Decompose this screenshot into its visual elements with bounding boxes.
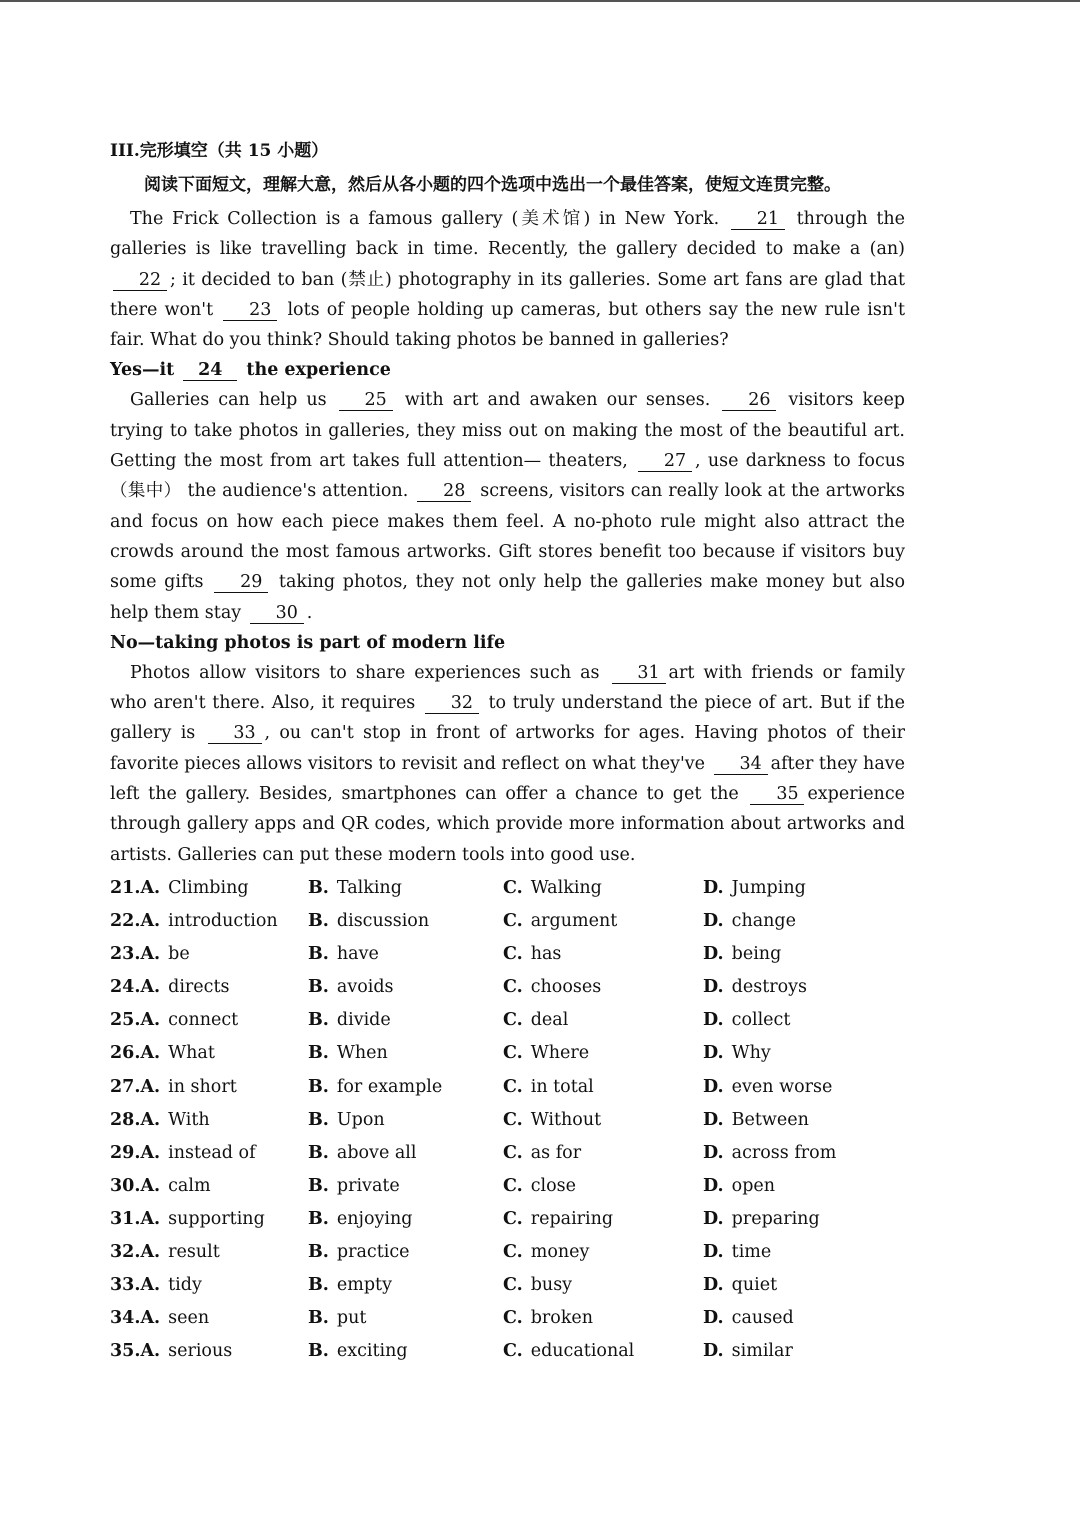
blank-34[interactable]: 34	[714, 754, 768, 775]
option-letter: B.	[308, 1175, 329, 1196]
option-b[interactable]	[308, 1308, 366, 1328]
option-text: chooses	[530, 977, 602, 998]
option-letter: B.	[308, 1308, 329, 1329]
intro-text-1: The Frick Collection is a famous gallery (美术馆) in New York.	[130, 209, 720, 229]
option-text: directs	[168, 977, 230, 998]
option-row-22	[110, 911, 905, 944]
intro-text-4: lots of people holding up cameras, but others say the new rule isn't fair. What do you think? Should taking photos be banned in galleries?	[110, 299, 905, 351]
no-text-3: to truly understand the piece of art. But if the gallery is	[110, 693, 905, 744]
option-row-26	[110, 1043, 905, 1076]
option-letter: 26.A.	[110, 1043, 161, 1064]
option-text: be	[168, 944, 190, 965]
option-text: practice	[336, 1241, 410, 1262]
exam-page	[110, 138, 905, 1374]
option-text: empty	[336, 1275, 392, 1296]
option-row-24	[110, 977, 905, 1010]
blank-28[interactable]: 28	[417, 481, 471, 502]
blank-31[interactable]: 31	[612, 663, 666, 684]
option-row-32	[110, 1242, 905, 1275]
option-letter: D.	[703, 1175, 724, 1196]
option-text: Climbing	[168, 877, 249, 898]
option-row-25	[110, 1010, 905, 1043]
option-b[interactable]	[308, 1176, 400, 1196]
instructions: 阅读下面短文，理解大意，然后从各小题的四个选项中选出一个最佳答案，使短文连贯完整。	[144, 175, 841, 195]
blank-25[interactable]: 25	[339, 390, 393, 411]
option-text: money	[530, 1241, 590, 1262]
option-b[interactable]	[308, 911, 429, 931]
option-letter: 21.A.	[110, 877, 161, 898]
option-b[interactable]	[308, 1209, 412, 1229]
option-letter: B.	[308, 944, 329, 965]
option-d[interactable]	[703, 878, 806, 898]
option-c[interactable]	[503, 1010, 568, 1030]
option-a[interactable]	[110, 878, 249, 898]
option-a[interactable]	[110, 1341, 232, 1361]
option-letter: 22.A.	[110, 911, 161, 932]
option-letter: 28.A.	[110, 1109, 161, 1130]
option-d[interactable]	[703, 977, 807, 997]
option-letter: B.	[308, 877, 329, 898]
option-c[interactable]	[503, 1242, 589, 1262]
option-text: Jumping	[731, 877, 806, 898]
option-text: seen	[168, 1308, 210, 1329]
option-text: for example	[336, 1076, 443, 1097]
option-text: calm	[168, 1175, 211, 1196]
option-c[interactable]	[503, 878, 602, 898]
section-title: III.完形填空（共 15 小题）	[110, 141, 329, 161]
option-a[interactable]	[110, 944, 190, 964]
option-b[interactable]	[308, 1275, 392, 1295]
option-letter: D.	[703, 944, 724, 965]
option-c[interactable]	[503, 1209, 613, 1229]
option-letter: D.	[703, 1208, 724, 1229]
option-row-21	[110, 878, 905, 911]
option-text: result	[168, 1241, 220, 1262]
option-text: preparing	[731, 1208, 820, 1229]
option-letter: C.	[503, 911, 523, 932]
option-row-29	[110, 1143, 905, 1176]
option-text: discussion	[336, 911, 430, 932]
option-text: Walking	[530, 877, 602, 898]
no-text-1: Photos allow visitors to share experiences such as	[130, 662, 600, 683]
no-heading: No—taking photos is part of modern life	[110, 632, 506, 653]
option-letter: 33.A.	[110, 1275, 161, 1296]
option-b[interactable]	[308, 977, 394, 997]
option-letter: D.	[703, 911, 724, 932]
option-row-30	[110, 1176, 905, 1209]
option-text: destroys	[731, 977, 807, 998]
option-letter: 34.A.	[110, 1308, 161, 1329]
option-b[interactable]	[308, 1341, 408, 1361]
option-a[interactable]	[110, 1308, 209, 1328]
option-letter: D.	[703, 1308, 724, 1329]
option-text: even worse	[731, 1076, 833, 1097]
option-letter: C.	[503, 1010, 523, 1031]
yes-text-2: with art and awaken our senses.	[404, 390, 711, 411]
option-a[interactable]	[110, 1043, 215, 1063]
option-a[interactable]	[110, 1209, 265, 1229]
blank-32[interactable]: 32	[425, 693, 479, 714]
option-row-35	[110, 1341, 905, 1374]
blank-22[interactable]: 22	[113, 270, 167, 291]
option-letter: D.	[703, 1241, 724, 1262]
blank-33[interactable]: 33	[208, 723, 262, 744]
option-b[interactable]	[308, 1010, 391, 1030]
option-a[interactable]	[110, 1110, 210, 1130]
yes-text-6: taking photos, they not only help the galleries make money but also help them stay	[110, 572, 905, 623]
option-c[interactable]	[503, 1077, 594, 1097]
option-text: When	[336, 1043, 388, 1064]
option-text: Talking	[336, 877, 402, 898]
yes-text-3: visitors keep trying to take photos in galleries, they miss out on making the most of the beautiful art. Getting the most from art takes full attention— theaters,	[110, 390, 905, 472]
option-letter: 32.A.	[110, 1241, 161, 1262]
no-paragraph	[110, 658, 905, 870]
option-d[interactable]	[703, 1209, 820, 1229]
option-text: in total	[530, 1076, 594, 1097]
option-letter: D.	[703, 1142, 724, 1163]
option-text: Why	[731, 1043, 771, 1064]
option-c[interactable]	[503, 1341, 634, 1361]
intro-text-2: through the galleries is like travelling back in time. Recently, the gallery decided to make a (an)	[110, 209, 905, 260]
option-text: Upon	[336, 1109, 385, 1130]
option-letter: 27.A.	[110, 1076, 161, 1097]
option-text: educational	[530, 1341, 635, 1362]
option-text: quiet	[731, 1275, 778, 1296]
option-letter: D.	[703, 877, 724, 898]
option-c[interactable]	[503, 944, 561, 964]
option-text: instead of	[168, 1142, 256, 1163]
option-d[interactable]	[703, 1176, 775, 1196]
blank-35[interactable]: 35	[750, 784, 804, 805]
option-b[interactable]	[308, 1143, 417, 1163]
option-text: across from	[731, 1142, 837, 1163]
option-d[interactable]	[703, 1308, 794, 1328]
blank-26[interactable]: 26	[722, 390, 776, 411]
blank-23[interactable]: 23	[223, 300, 277, 321]
option-letter: C.	[503, 1076, 523, 1097]
no-text-4: , ou can't stop in front of artworks for ages. Having photos of their favorite pieces allows visitors to revisit and reflect on what they've	[110, 723, 905, 774]
option-text: similar	[731, 1341, 793, 1362]
option-text: argument	[530, 911, 618, 932]
option-letter: B.	[308, 1275, 329, 1296]
option-letter: 29.A.	[110, 1142, 161, 1163]
yes-text-1: Galleries can help us	[130, 390, 327, 411]
option-text: exciting	[336, 1341, 408, 1362]
yes-text-7: .	[306, 602, 313, 623]
option-text: Without	[530, 1109, 602, 1130]
no-text-5: after they have left the gallery. Besides, smartphones can offer a chance to get the	[110, 753, 905, 805]
option-letter: C.	[503, 1142, 523, 1163]
option-text: close	[530, 1175, 576, 1196]
option-text: collect	[731, 1010, 791, 1031]
option-b[interactable]	[308, 1110, 385, 1130]
option-letter: C.	[503, 1241, 523, 1262]
option-letter: D.	[703, 1043, 724, 1064]
option-d[interactable]	[703, 1043, 771, 1063]
yes-paragraph	[110, 385, 905, 627]
yes-text-5: screens, visitors can really look at the artworks and focus on how each piece makes them feel. A no-photo rule might also attract the crowds around the most famous artworks. Gift stores benefit too because if visitors buy some gifts	[110, 481, 905, 593]
option-c[interactable]	[503, 1143, 581, 1163]
option-letter: B.	[308, 977, 329, 998]
blank-30[interactable]: 30	[250, 603, 304, 624]
answer-options	[110, 878, 905, 1374]
option-letter: B.	[308, 1076, 329, 1097]
no-text-2: art with friends or family who aren't there. Also, it requires	[110, 662, 905, 714]
option-letter: C.	[503, 1308, 523, 1329]
option-letter: C.	[503, 1109, 523, 1130]
option-b[interactable]	[308, 1077, 442, 1097]
option-text: have	[336, 944, 379, 965]
option-letter: C.	[503, 1208, 523, 1229]
option-text: introduction	[168, 911, 278, 932]
blank-27[interactable]: 27	[638, 451, 692, 472]
option-c[interactable]	[503, 977, 601, 997]
option-text: as for	[530, 1142, 582, 1163]
option-text: caused	[731, 1308, 794, 1329]
yes-heading-text-2: the experience	[246, 360, 391, 381]
option-row-33	[110, 1275, 905, 1308]
option-letter: D.	[703, 1341, 724, 1362]
option-a[interactable]	[110, 977, 229, 997]
option-letter: B.	[308, 1010, 329, 1031]
option-letter: B.	[308, 1241, 329, 1262]
option-text: avoids	[336, 977, 394, 998]
option-text: has	[530, 944, 562, 965]
option-d[interactable]	[703, 944, 781, 964]
option-text: repairing	[530, 1208, 614, 1229]
option-row-28	[110, 1110, 905, 1143]
option-b[interactable]	[308, 878, 402, 898]
option-d[interactable]	[703, 1275, 777, 1295]
yes-text-4: , use darkness to focus （集中） the audience's attention.	[110, 451, 905, 502]
top-border-line	[0, 0, 1080, 2]
option-letter: D.	[703, 1275, 724, 1296]
option-text: time	[731, 1241, 772, 1262]
option-a[interactable]	[110, 911, 278, 931]
option-c[interactable]	[503, 1043, 589, 1063]
option-row-34	[110, 1308, 905, 1341]
option-letter: 24.A.	[110, 977, 161, 998]
option-letter: B.	[308, 1208, 329, 1229]
option-a[interactable]	[110, 1143, 256, 1163]
no-text-6: experience through gallery apps and QR codes, which provide more information about artworks and artists. Galleries can put these modern tools into good use.	[110, 784, 905, 865]
option-text: being	[731, 944, 782, 965]
option-b[interactable]	[308, 944, 379, 964]
option-text: open	[731, 1175, 776, 1196]
option-letter: C.	[503, 1043, 523, 1064]
blank-29[interactable]: 29	[214, 572, 268, 593]
option-letter: 35.A.	[110, 1341, 161, 1362]
option-text: enjoying	[336, 1208, 413, 1229]
option-letter: 25.A.	[110, 1010, 161, 1031]
option-letter: D.	[703, 1109, 724, 1130]
option-letter: B.	[308, 911, 329, 932]
option-letter: B.	[308, 1109, 329, 1130]
option-c[interactable]	[503, 1176, 576, 1196]
option-c[interactable]	[503, 911, 617, 931]
option-a[interactable]	[110, 1176, 211, 1196]
option-letter: 30.A.	[110, 1175, 161, 1196]
option-text: change	[731, 911, 796, 932]
option-a[interactable]	[110, 1010, 238, 1030]
blank-24[interactable]: 24	[183, 360, 237, 381]
option-text: serious	[168, 1341, 233, 1362]
option-text: With	[168, 1109, 210, 1130]
option-a[interactable]	[110, 1077, 237, 1097]
option-d[interactable]	[703, 1010, 790, 1030]
blank-21[interactable]: 21	[731, 209, 785, 230]
option-c[interactable]	[503, 1308, 593, 1328]
intro-text-3: ; it decided to ban (禁止) photography in its galleries. Some art fans are glad that there won't	[110, 269, 905, 320]
option-letter: B.	[308, 1142, 329, 1163]
intro-paragraph	[110, 204, 905, 355]
option-b[interactable]	[308, 1043, 388, 1063]
option-d[interactable]	[703, 911, 796, 931]
option-row-27	[110, 1077, 905, 1110]
option-text: busy	[530, 1275, 573, 1296]
option-text: divide	[336, 1010, 391, 1031]
option-text: put	[336, 1308, 367, 1329]
option-text: connect	[168, 1010, 239, 1031]
option-d[interactable]	[703, 1341, 793, 1361]
option-text: in short	[168, 1076, 237, 1097]
option-text: broken	[530, 1308, 594, 1329]
option-row-23	[110, 944, 905, 977]
yes-heading-text-1: Yes—it	[110, 360, 175, 381]
option-b[interactable]	[308, 1242, 409, 1262]
option-letter: C.	[503, 977, 523, 998]
option-letter: C.	[503, 1341, 523, 1362]
option-text: tidy	[168, 1275, 202, 1296]
option-d[interactable]	[703, 1110, 809, 1130]
option-c[interactable]	[503, 1110, 601, 1130]
option-text: Where	[530, 1043, 590, 1064]
option-letter: 31.A.	[110, 1208, 161, 1229]
option-letter: C.	[503, 944, 523, 965]
option-d[interactable]	[703, 1077, 832, 1097]
option-text: private	[336, 1175, 400, 1196]
option-a[interactable]	[110, 1275, 202, 1295]
option-letter: D.	[703, 1076, 724, 1097]
option-letter: B.	[308, 1341, 329, 1362]
option-letter: B.	[308, 1043, 329, 1064]
option-a[interactable]	[110, 1242, 220, 1262]
option-text: above all	[336, 1142, 417, 1163]
option-row-31	[110, 1209, 905, 1242]
option-text: supporting	[168, 1208, 265, 1229]
option-letter: C.	[503, 1175, 523, 1196]
option-text: Between	[731, 1109, 809, 1130]
option-letter: D.	[703, 1010, 724, 1031]
yes-heading	[110, 355, 905, 385]
option-text: What	[168, 1043, 215, 1064]
option-letter: C.	[503, 877, 523, 898]
option-d[interactable]	[703, 1242, 771, 1262]
option-text: deal	[530, 1010, 569, 1031]
option-d[interactable]	[703, 1143, 836, 1163]
option-letter: D.	[703, 977, 724, 998]
option-letter: C.	[503, 1275, 523, 1296]
option-c[interactable]	[503, 1275, 572, 1295]
option-letter: 23.A.	[110, 944, 161, 965]
